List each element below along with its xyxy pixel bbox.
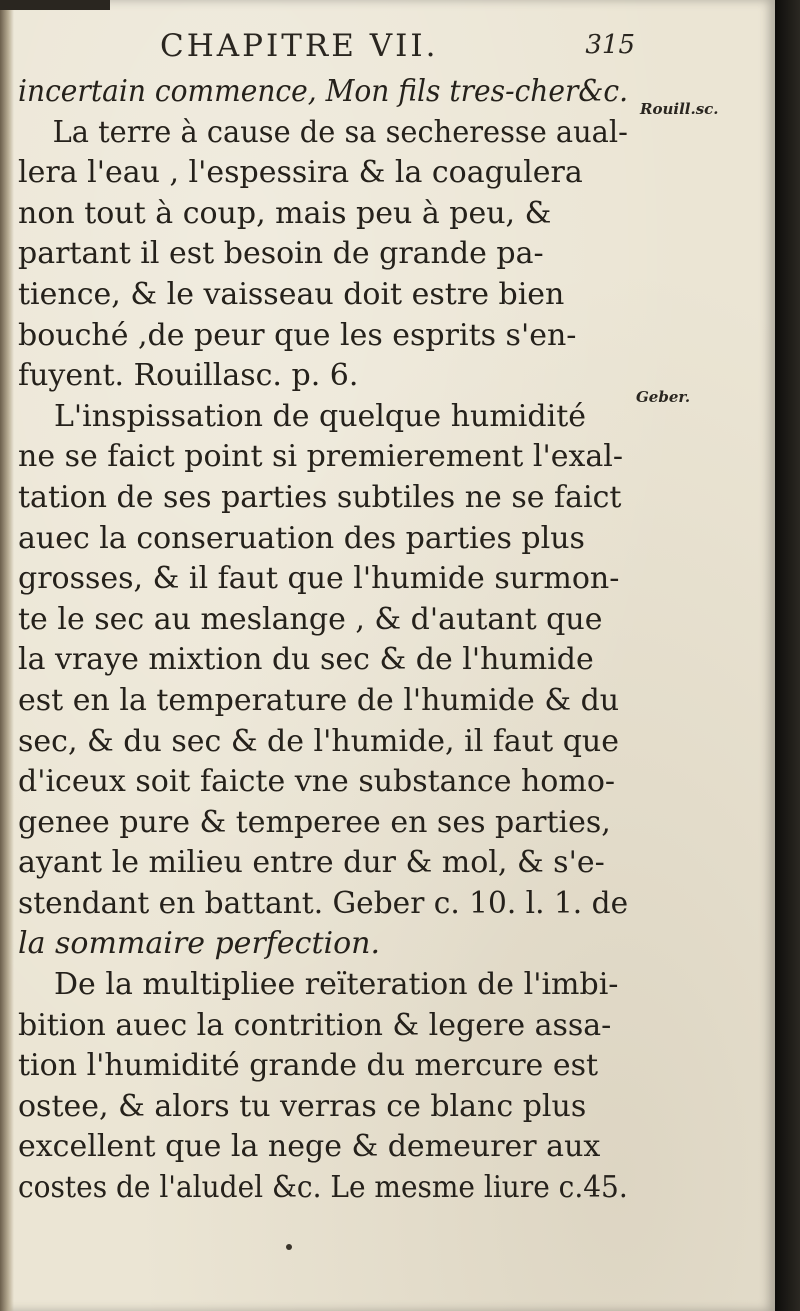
text-line: La terre à cause de sa secheresse aual- bbox=[52, 114, 628, 150]
running-head: CHAPITRE VII. bbox=[160, 28, 439, 64]
text-line: excellent que la nege & demeurer aux bbox=[18, 1129, 601, 1165]
text-line: L'inspissation de quelque humidité bbox=[54, 398, 587, 434]
text-line: lera l'eau , l'espessira & la coagulera bbox=[18, 155, 583, 191]
page-gutter-edge bbox=[0, 0, 14, 1311]
text-line: est en la temperature de l'humide & du bbox=[18, 682, 620, 718]
text-line: ostee, & alors tu verras ce blanc plus bbox=[18, 1088, 587, 1124]
text-line: la vraye mixtion du sec & de l'humide bbox=[18, 642, 594, 678]
body-text bbox=[18, 72, 628, 1209]
text-line: De la multipliee reïteration de l'imbi- bbox=[54, 967, 619, 1003]
text-line: ayant le milieu entre dur & mol, & s'e- bbox=[18, 845, 605, 881]
text-line: tation de ses parties subtiles ne se faict bbox=[18, 479, 622, 515]
text-line: sec, & du sec & de l'humide, il faut que bbox=[18, 723, 620, 759]
text-line: la sommaire perfection. bbox=[18, 926, 381, 962]
text-line: stendant en battant. Geber c. 10. l. 1. de bbox=[18, 885, 629, 921]
text-line: tion l'humidité grande du mercure est bbox=[18, 1048, 599, 1084]
text-line: partant il est besoin de grande pa- bbox=[18, 236, 544, 272]
page-number: 315 bbox=[585, 30, 635, 60]
text-line: grosses, & il faut que l'humide surmon- bbox=[18, 561, 620, 597]
text-line: costes de l'aludel &c. Le mesme liure c.45. bbox=[18, 1170, 628, 1206]
text-line: bition auec la contrition & legere assa- bbox=[18, 1007, 612, 1043]
page-header bbox=[160, 28, 635, 68]
text-line: non tout à coup, mais peu à peu, & bbox=[18, 195, 552, 231]
ink-dot bbox=[286, 1244, 292, 1250]
page-corner-shadow bbox=[0, 0, 110, 10]
text-line: incertain commence, Mon fils tres-cher&c. bbox=[18, 74, 629, 109]
text-line: tience, & le vaisseau doit estre bien bbox=[18, 276, 565, 312]
text-line: genee pure & temperee en ses parties, bbox=[18, 804, 611, 840]
text-line: bouché ,de peur que les esprits s'en- bbox=[18, 317, 577, 353]
text-line: d'iceux soit faicte vne substance homo- bbox=[18, 764, 616, 800]
book-spine-shadow bbox=[775, 0, 800, 1311]
text-line: fuyent. Rouillasc. p. 6. bbox=[18, 358, 359, 394]
text-line: auec la conseruation des parties plus bbox=[18, 520, 585, 556]
text-line: ne se faict point si premierement l'exal- bbox=[18, 439, 624, 475]
text-line: te le sec au meslange , & d'autant que bbox=[18, 601, 603, 637]
margin-note-rouillasc: Rouill.sc. bbox=[640, 100, 719, 118]
margin-note-geber: Geber. bbox=[636, 388, 691, 406]
